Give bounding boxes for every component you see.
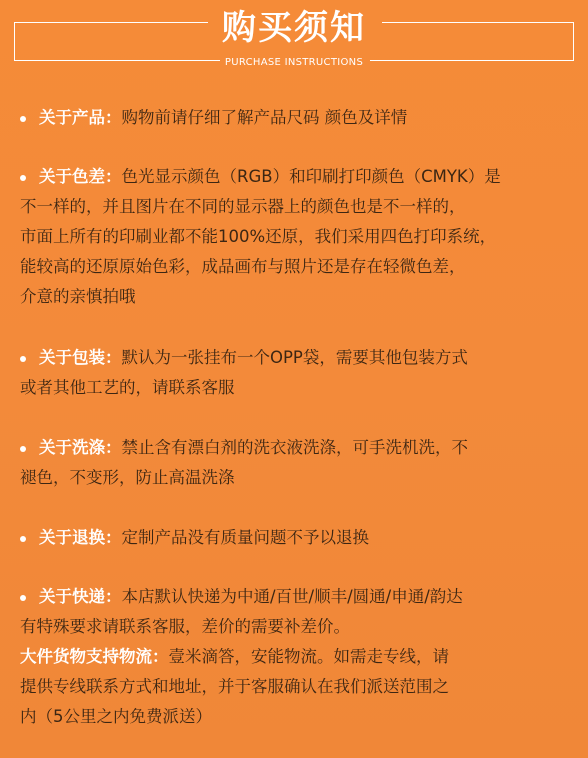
bullet-icon [20,595,26,601]
list-item-product [20,103,578,133]
item-text: 本店默认快递为中通/百世/顺丰/圆通/申通/韵达 [121,587,463,606]
item-label: 关于洗涤： [39,438,122,457]
item-text: 购物前请仔细了解产品尺码 颜色及详情 [121,108,408,127]
page-subtitle: PURCHASE INSTRUCTIONS [224,57,364,68]
bullet-icon [20,175,26,181]
bullet-icon [20,446,26,452]
item-line: 能较高的还原原始色彩，成品画布与照片还是存在轻微色差， [20,257,466,276]
item-line [20,523,578,553]
bullet-icon [20,536,26,542]
item-text: 默认为一张挂布一个OPP袋，需要其他包装方式 [121,348,468,367]
list-item-washing [20,433,578,493]
item-text: 定制产品没有质量问题不予以退换 [121,528,369,547]
item-label: 关于色差： [39,167,122,186]
item-line [20,582,578,612]
item-label: 关于产品： [39,108,122,127]
item-label: 关于包装： [39,348,122,367]
item-line: 提供专线联系方式和地址，并于客服确认在我们派送范围之 [20,677,449,696]
item-line [20,642,578,672]
item-label: 关于退换： [39,528,122,547]
bullet-icon [20,116,26,122]
item-line: 或者其他工艺的，请联系客服 [20,378,235,397]
list-item-shipping [20,582,578,732]
item-line [20,103,578,133]
item-line: 内（5公里之内免费派送） [20,707,212,726]
item-line: 褪色，不变形，防止高温洗涤 [20,468,235,487]
item-line: 有特殊要求请联系客服，差价的需要补差价。 [20,617,350,636]
page-title: 购买须知 [222,8,366,48]
list-item-returns [20,523,578,553]
item-line: 不一样的，并且图片在不同的显示器上的颜色也是不一样的， [20,197,466,216]
list-item-packaging [20,343,578,403]
item-text: 色光显示颜色（RGB）和印刷打印颜色（CMYK）是 [121,167,501,186]
item-line: 市面上所有的印刷业都不能100%还原，我们采用四色打印系统， [20,227,497,246]
list-item-color-difference [20,162,578,312]
item-line [20,343,578,373]
item-line [20,162,578,192]
item-line: 介意的亲慎拍哦 [20,287,136,306]
header [0,0,588,80]
item-line [20,433,578,463]
item-text: 禁止含有漂白剂的洗衣液洗涤，可手洗机洗，不 [121,438,468,457]
item-text: 壹米滴答，安能物流。如需走专线，请 [168,647,449,666]
item-sub-label: 大件货物支持物流： [20,647,169,666]
item-label: 关于快递： [39,587,122,606]
bullet-icon [20,356,26,362]
